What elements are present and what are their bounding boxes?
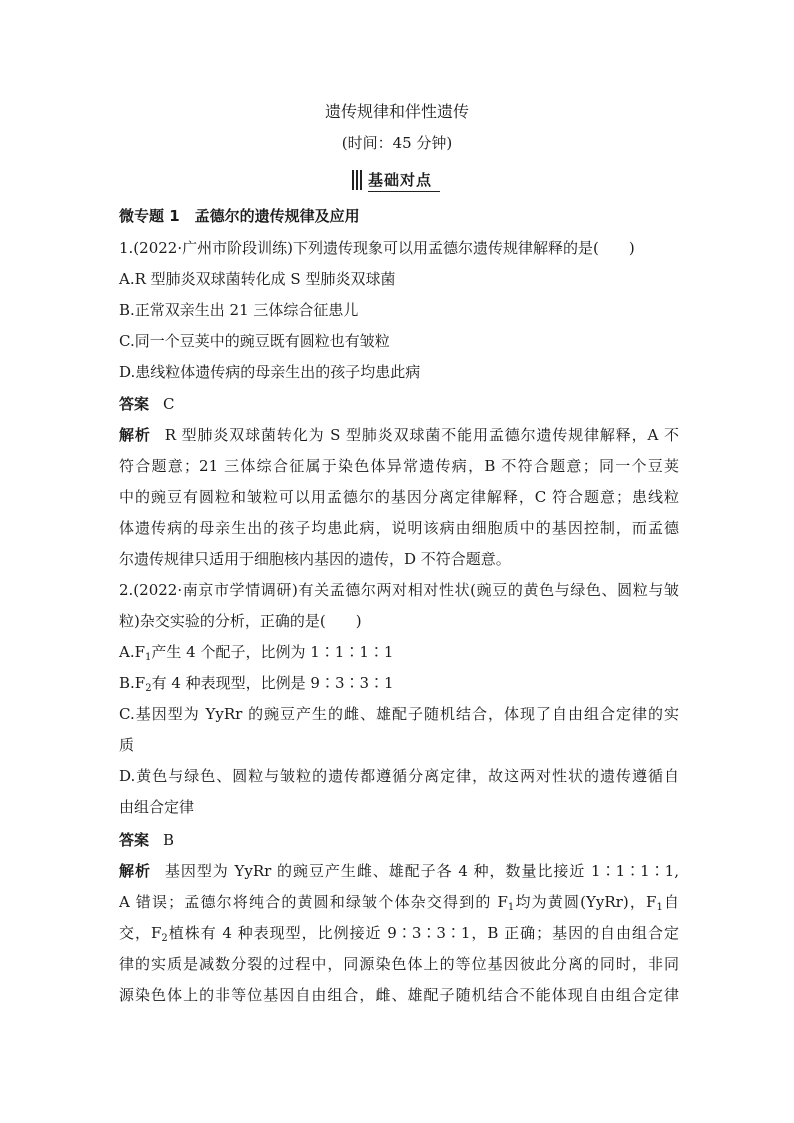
subscript: 1 [656,902,663,913]
section-bars-icon [352,170,362,190]
analysis-text: 植株有 4 种表现型，比例接近 9∶3∶3∶1，B 正确；基因的自由组合定 [167,924,679,942]
option-text: B.F [119,674,146,692]
q1-option-d: D.患线粒体遗传病的母亲生出的孩子均患此病 [119,363,421,381]
q1-analysis-line: 中的豌豆有圆粒和皱粒可以用孟德尔的基因分离定律解释，C 符合题意；患线粒 [119,488,679,506]
q2-option-b [119,673,679,699]
analysis-text: 均为黄圆(YyRr)，F [514,893,657,911]
q1-analysis-line: 符合题意；21 三体综合征属于染色体异常遗传病，B 不符合题意；同一个豆荚 [119,457,679,475]
analysis-text: 自 [662,893,679,911]
q2-option-a [119,642,679,668]
q2-option-d: 由组合定律 [119,798,195,816]
q2-analysis-line: 源染色体上的非等位基因自由组合，雌、雄配子随机结合不能体现自由组合定律 [119,986,679,1004]
section-banner [352,169,440,191]
subscript: 1 [145,652,152,663]
option-text: A.F [119,643,146,661]
q2-option-d: D.黄色与绿色、圆粒与皱粒的遗传都遵循分离定律，故这两对性状的遗传遵循自 [119,767,679,785]
q1-option-a: A.R 型肺炎双球菌转化成 S 型肺炎双球菌 [119,270,396,288]
answer-value: B [163,831,175,849]
q2-analysis-line [119,861,679,881]
q2-analysis-line [119,892,679,918]
q1-option-c: C.同一个豆荚中的豌豆既有圆粒也有皱粒 [119,332,390,350]
option-text: 有 4 种表现型，比例是 9∶3∶3∶1 [151,674,394,692]
subscript: 1 [507,902,515,913]
section-title: 基础对点 [368,169,440,192]
answer-label: 答案 [119,831,150,849]
q1-stem: 1.(2022·广州市阶段训练)下列遗传现象可以用孟德尔遗传规律解释的是( ) [119,239,635,257]
subscript: 2 [145,683,152,694]
q1-option-b: B.正常双亲生出 21 三体综合征患儿 [119,301,359,319]
answer-value: C [163,395,175,413]
q2-analysis-line: 律的实质是减数分裂的过程中，同源染色体上的等位基因彼此分离的同时，非同 [119,955,679,973]
q2-stem: 粒)杂交实验的分析，正确的是( ) [119,612,362,630]
time-limit: (时间：45 分钟) [341,134,453,152]
q2-analysis-line [119,923,679,949]
analysis-text: 基因型为 YyRr 的豌豆产生雌、雄配子各 4 种，数量比接近 1∶1∶1∶1, [164,862,679,880]
q1-analysis-line: 体遗传病的母亲生出的孩子均患此病，说明该病由细胞质中的基因控制，而孟德 [119,519,679,537]
answer-label: 答案 [119,395,150,413]
q1-analysis-line: 尔遗传规律只适用于细胞核内基因的遗传，D 不符合题意。 [119,550,511,568]
analysis-text: R 型肺炎双球菌转化为 S 型肺炎双球菌不能用孟德尔遗传规律解释，A 不 [164,426,679,444]
analysis-label: 解析 [119,862,151,880]
q2-option-c: C.基因型为 YyRr 的豌豆产生的雌、雄配子随机结合，体现了自由组合定律的实 [119,705,679,723]
q2-option-c: 质 [119,736,135,754]
q2-stem: 2.(2022·南京市学情调研)有关孟德尔两对相对性状(豌豆的黄色与绿色、圆粒与皱 [119,581,679,599]
q2-answer [119,830,679,850]
analysis-label: 解析 [119,426,151,444]
option-text: 产生 4 个配子，比例为 1∶1∶1∶1 [151,643,394,661]
analysis-text: A 错误；孟德尔将纯合的黄圆和绿皱个体杂交得到的 F [119,893,508,911]
q1-answer [119,394,679,414]
analysis-text: 交，F [119,924,162,942]
q1-analysis-line [119,425,679,445]
topic-heading: 微专题 1 孟德尔的遗传规律及应用 [119,207,360,225]
subscript: 2 [161,933,168,944]
page-title: 遗传规律和伴性遗传 [324,102,469,121]
